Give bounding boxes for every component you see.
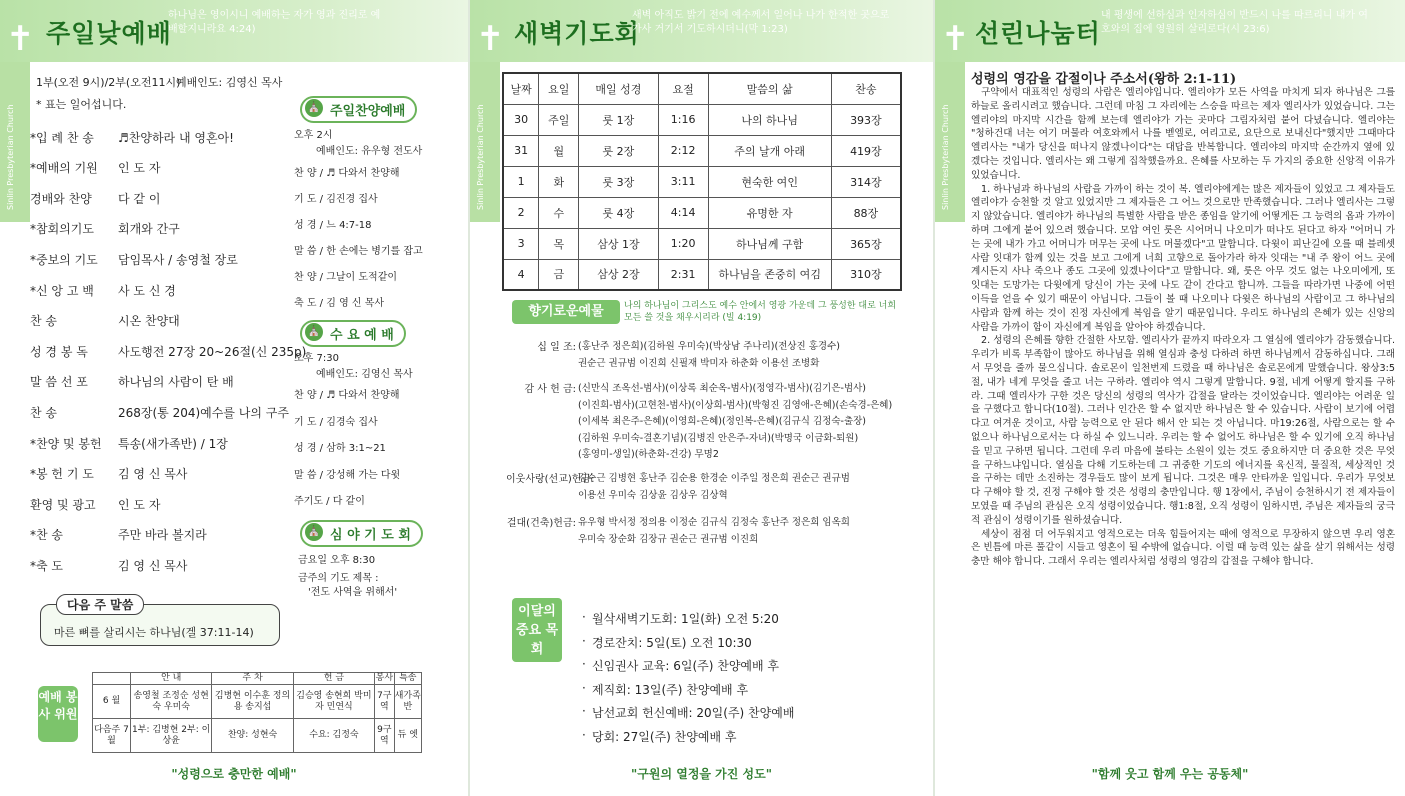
table-cell: 419장 [831, 135, 901, 166]
table-header-row [503, 73, 901, 104]
article-title: 성령의 영감을 갑절이나 주소서(왕하 2:1-11) [971, 72, 1237, 87]
order-value: 인 도 자 [118, 161, 161, 176]
offering-names: (홍난주 정은희)(김하원 우미숙)(박상남 주나리)(전상진 홍경수) [578, 341, 840, 352]
event-bullet-icon: · [582, 704, 586, 718]
table-cell: 수 [539, 197, 579, 228]
order-label: *찬 송 [30, 528, 63, 543]
table-cell: 4 [503, 259, 539, 290]
order-value: ♬찬양하라 내 영혼아! [118, 130, 234, 145]
standing-note: * 표는 일어섭니다. [36, 98, 127, 111]
order-value: 회개와 간구 [118, 222, 180, 237]
offering-names: (홍영미-생일)(하춘화-건강) 무명2 [578, 449, 719, 460]
table-cell: 4:14 [658, 197, 708, 228]
event-item: 월삭새벽기도회: 1일(화) 오전 5:20 [592, 612, 779, 626]
praise-item: 찬 양 / ♬ 다와서 찬양해 [294, 168, 400, 179]
cross-icon: ✝ [941, 19, 970, 59]
panel3-subtitle: 내 평생에 선하심과 인자하심이 반드시 나를 따르리니 내가 여호와의 집에 영원히 살리로다(시 23:6) [1101, 10, 1368, 35]
order-label: 찬 송 [30, 314, 57, 329]
side-strip [470, 62, 500, 222]
cross-icon: ✝ [476, 19, 505, 59]
table-cell: 금 [539, 259, 579, 290]
table-cell: 1 [503, 166, 539, 197]
table-cell: 1:16 [658, 104, 708, 135]
duty-header: 안 내 [131, 673, 212, 685]
panel1-header [0, 0, 468, 62]
table-row [503, 228, 901, 259]
order-label: *신 앙 고 백 [30, 283, 94, 298]
wednesday-item: 기 도 / 김경숙 집사 [294, 416, 378, 428]
duty-offering: 수요: 김정숙 [293, 719, 374, 753]
table-cell: 현숙한 여인 [708, 166, 831, 197]
table-cell: 룻 2장 [579, 135, 659, 166]
event-bullet-icon: · [582, 727, 586, 742]
table-row [503, 104, 901, 135]
wednesday-item: 성 경 / 삼하 3:1~21 [294, 443, 386, 454]
event-item: 당회: 27일(주) 찬양예배 후 [592, 729, 737, 744]
duty-guide: 1부: 김병현 2부: 이상윤 [131, 719, 212, 753]
order-value: 하나님의 사람이 탄 배 [118, 375, 234, 390]
offering-names: (신만식 조옥선-범사)(이상록 최순옥-범사)(정영각-범사)(김기은-범사) [578, 383, 867, 394]
table-row [503, 166, 901, 197]
panel3-footer: "함께 웃고 함께 우는 공동체" [1091, 767, 1249, 781]
order-value: 주만 바라 볼지라 [118, 528, 207, 543]
table-cell: 룻 4장 [579, 197, 659, 228]
offering-names: 권순근 권규범 이진희 신필재 박미자 하춘화 이용선 조병화 [578, 357, 820, 369]
vertical-church-name: Sinlin Presbyterian Church [476, 104, 485, 210]
article-paragraph: 2. 성령의 은혜를 향한 간절한 사모함. 엘리사가 끝까지 따라오자 그 열심에 엘리야가 감동했습니다. 우리가 비록 부족함이 많아도 하나님을 위해 열심과 충성 다하려 하면 하나님께서 감동하십니다. 그래서 무엇을 줄까 물으십니다. 솔로몬이 일천번제 드렸을 때 하나님은 솔로몬에게 말했습니다. 왕상3:5절, 내가 네게 무엇을 줄고 너는 구하라. 엘리야 역시 그렇게 말합니다. 9절, 네게 어떻게 할지를 구하라. 그때 엘리사가 구한 것은 당신의 성령의 역사가 갑절을 달라는 것이었습니다. 엘리야는 어려운 일을 구했다고 합니다(10절). 그러나 인간은 할 수 없지만 하나님은 할 수 있습니다. 사람이 보기에 어렵다고 여겨운 것이고, 사람 능력으로 안 된다 해서 안 되는 것 아닙니다. 마19:26절, 사람으로는 할 수 없으나 하나님으로서는 다 하실 수 있느니라. 우리는 할 수 없어도 하나님은 할 수 있기에 오직 하나님을 믿고 구하면 됩니다. 그런데 우리 마음에 불타는 소원이 있는 것도 중요하지만 더 중요한 것은 무엇을 구하느냐입니다. 열심을 다해 기도하는데 그 귀중한 기도의 에너지를 육신적, 물질적, 세상적인 것을 구하는 데만 소진하는 경우들도 많이 보게 됩니다. 그것은 매우 안타까운 일입니다. 우리가 무엇보다 구해야 할 것, 진정 구해야 할 것은 성령의 충만입니다. 행 1장에서, 주님이 승천하시기 전 제자들이 모였을 때 주님의 관심은 오직 성령이었습니다. 행1:8절, 오직 성령이 임하시면, 주님은 제자들의 궁극적 관심이 성령이기를 원하셨습니다. [971, 335, 1395, 526]
event-item: 제직회: 13일(주) 찬양예배 후 [592, 682, 749, 697]
table-cell: 3 [503, 228, 539, 259]
vertical-church-name: Sinlin Presbyterian Church [6, 104, 15, 210]
night-prayer-badge [300, 520, 423, 547]
table-header: 요일 [539, 73, 579, 104]
events-title: 이달의 중요 목회 [512, 598, 562, 662]
panel1-footer: "성령으로 충만한 예배" [171, 767, 297, 781]
duty-header: 특송 [394, 673, 421, 685]
order-value: 인 도 자 [118, 497, 161, 512]
table-cell: 삼상 1장 [579, 228, 659, 259]
cross-icon: ✝ [6, 19, 35, 59]
table-row [503, 135, 901, 166]
duty-service: 9구역 [375, 719, 394, 753]
praise-item: 말 씀 / 한 손에는 병기를 잡고 [294, 246, 423, 257]
wednesday-title: 수 요 예 배 [330, 328, 394, 343]
offering-label: 십 일 조: [537, 342, 576, 353]
table-row [93, 685, 422, 719]
next-week-title: 다음 주 말씀 [56, 594, 144, 615]
wednesday-worship-badge [300, 320, 406, 347]
church-icon: ⛪ [305, 523, 323, 541]
article-paragraph: 구약에서 대표적인 성령의 사람은 엘리야입니다. 엘리야가 모든 사역을 마치게 되자 하나님은 그를 하늘로 올리시려고 했습니다. 그런데 마침 그 자리에는 스승을 따르는 제자 엘리사가 있었습니다. 그는 엘리야의 마지막 시간을 함께 보는데 엘리야가 가는 곳마다 그림자처럼 붙어 다녔습니다. 엘리야는 "청하건대 너는 여기 머물라 여호와께서 나를 벧엘로, 여리고로, 요단으로 보내신다"했지만 그때마다 엘리사는 "내가 당신을 떠나지 않겠나이다"는 대답을 반복합니다. 엘리야의 마지막 순간까지 옆에 있겠다는 것입니다. 엘리사는 왜 그렇게 집착했을까요. 은혜를 사모하는 두 가지의 중요한 신앙적 이유가 있었습니다. [971, 87, 1395, 181]
table-cell: 삼상 2장 [579, 259, 659, 290]
praise-item: 성 경 / 느 4:7-18 [294, 220, 372, 231]
article-paragraph: 1. 하나님과 하나님의 사람을 가까이 하는 것이 복. 엘리야에게는 많은 제자들이 있었고 그 제자들도 엘리야가 승천할 것 알고 있었지만 그 제자들은 그 어느 것으로만 만족했습니다. 그러나 엘리사는 그렇지 않았습니다. 엘리야가 하나님의 특별한 사람을 받은 종임을 알기에 어떻게든 그 능력의 옵과 가까이 하며 그에게 붙어 있으려 했습니다. 모압 여인 룻은 시어머니 나오미가 떠나도 된다고 하자 "어머니 가는 곳에 내가 가고 어머니가 머무는 곳에 나도 머물겠다"고 말합니다. 다윗이 피난길에 오를 때 블레셋 사람 잇대가 함께 있는 것을 보고 그에게 너희 고향으로 돌아가라 하자 잇대는 "내 주 왕이 어느 곳에 계시든지 사나 죽으나 종도 그곳에 있겠나이다"고 말합니다. 왜, 룻은 아무 것도 없는 나오미에게, 또 잇대는 도망가는 다윗에게 당신이 가는 곳에 나도 같이 간다고 합니까. 그들을 따라가면 나중에 어떤 이득을 얻을 수 있기 때문이 아닙니다. 그들이 볼 때 나오미나 다윗은 하나님의 사람이고 그 하나님의 사람과 함께 하는 것이 진정 자신에게 복임을 알기 때문입니다. 우리도 하나님의 은혜가 있는 신앙의 사람을 가까이 함이 자신에게 복임을 알아야 하겠습니다. [971, 183, 1395, 333]
table-header: 날짜 [503, 73, 539, 104]
duty-week: 6 월 [93, 685, 131, 719]
table-cell: 주의 날개 아래 [708, 135, 831, 166]
order-label: 성 경 봉 독 [30, 344, 88, 359]
side-strip [0, 62, 30, 222]
order-value: 김 영 신 목사 [118, 559, 188, 573]
night-prayer-time: 금요일 오후 8:30 [298, 555, 376, 566]
order-value: 268장(통 204)예수를 나의 구주 [118, 406, 289, 420]
table-cell: 2:12 [658, 135, 708, 166]
article-paragraph: 세상이 점점 더 어두워지고 영적으로는 더욱 힘들어지는 때에 영적으로 무장하지 않으면 우리 영혼은 빈틈에 마른 풀같이 시들고 영혼이 될 수밖에 없습니다. 이럴 때 능력 있는 삶을 살기 위해서는 성령충만 해야 합니다. 그래서 우리는 엘리사처럼 성령의 영감의 갑절을 구해야 합니다. [971, 528, 1395, 568]
praise-time: 오후 2시 [294, 130, 333, 141]
event-bullet-icon: · [582, 680, 586, 695]
duty-corner [93, 673, 131, 685]
event-bullet-icon: · [582, 657, 586, 671]
panel2-header [470, 0, 933, 62]
service-time: 1부(오전 9시)/2부(오전11시) [36, 76, 181, 89]
duty-guide: 송영철 조정순 성현숙 우미숙 [131, 685, 212, 719]
table-cell: 2 [503, 197, 539, 228]
offering-names: (김하원 우미숙-결혼기념)(김병진 안은주-자녀)(박명국 이금화-퇴원) [578, 432, 859, 444]
order-label: *찬양 및 봉헌 [30, 436, 102, 451]
duty-header: 헌 금 [293, 673, 374, 685]
duty-offering: 김승영 송현희 박미자 민연식 [293, 685, 374, 719]
table-cell: 393장 [831, 104, 901, 135]
next-week-text: 마른 뼈를 살리시는 하나님(겔 37:11-14) [54, 626, 254, 639]
event-bullet-icon: · [582, 610, 586, 624]
duty-side-label: 예배 봉사 위원 [38, 686, 78, 742]
table-cell: 365장 [831, 228, 901, 259]
vertical-church-name: Sinlin Presbyterian Church [941, 104, 950, 210]
table-cell: 목 [539, 228, 579, 259]
prayer-topic-label: 금주의 기도 제목 : [298, 573, 379, 584]
order-value: 특송(새가족반) / 1장 [118, 436, 228, 451]
table-cell: 화 [539, 166, 579, 197]
event-bullet-icon: · [582, 633, 586, 648]
duty-week: 다음주 7 월 [93, 719, 131, 753]
table-cell: 룻 3장 [579, 166, 659, 197]
panel3-header [935, 0, 1405, 62]
panel2-footer: "구원의 열정을 가진 성도" [631, 767, 772, 781]
table-cell: 1:20 [658, 228, 708, 259]
worship-leader: 예배인도: 김영신 목사 [176, 76, 283, 89]
table-cell: 유명한 자 [708, 197, 831, 228]
table-cell: 31 [503, 135, 539, 166]
offering-verse: 나의 하나님이 그리스도 예수 안에서 영광 가운데 그 풍성한 대로 너희 모든 쓸 것을 채우시리라 (빌 4:19) [624, 301, 897, 323]
panel3-title: 선린나눔터 [975, 19, 1101, 48]
offering-names: 우미숙 장순화 김장규 권순근 권규범 이진희 [578, 533, 759, 545]
wednesday-item: 주기도 / 다 같이 [294, 496, 365, 507]
schedule-body [503, 104, 901, 290]
order-label: 찬 송 [30, 406, 57, 420]
table-row [503, 259, 901, 290]
table-row [503, 197, 901, 228]
duty-table [92, 672, 422, 753]
table-cell: 나의 하나님 [708, 104, 831, 135]
order-label: *중보의 기도 [30, 253, 98, 267]
duty-special: 새가족반 [394, 685, 421, 719]
table-cell: 2:31 [658, 259, 708, 290]
duty-service: 7구역 [375, 685, 394, 719]
offering-label: 이웃사랑(선교)헌금: [506, 474, 595, 485]
offering-names: 유우형 박서정 정의용 이정순 김규식 김정숙 홍난주 정은희 임옥희 [578, 517, 850, 528]
wednesday-item: 찬 양 / ♬ 다와서 찬양해 [294, 390, 400, 401]
praise-item: 축 도 / 김 영 신 목사 [294, 298, 385, 309]
table-cell: 310장 [831, 259, 901, 290]
order-value: 사도행전 27장 20~26절(신 235p) [118, 344, 307, 359]
offering-names: (이진희-범사)(고현천-범사)(이상희-범사)(박형진 김영애-은혜)(손숙경-은혜) [578, 399, 893, 411]
offering-label: 걸대(건축)헌금: [506, 518, 576, 529]
order-label: *축 도 [30, 559, 63, 573]
order-value: 담임목사 / 송영철 장로 [118, 253, 238, 267]
table-cell: 룻 1장 [579, 104, 659, 135]
order-label: 환영 및 광고 [30, 497, 96, 512]
church-icon: ⛪ [305, 99, 323, 117]
church-icon: ⛪ [305, 323, 323, 341]
panel2-title: 새벽기도회 [514, 19, 640, 48]
offering-title: 향기로운예물 [512, 300, 620, 324]
duty-special: 듀 엣 [394, 719, 421, 753]
event-item: 경로잔치: 5일(토) 오전 10:30 [592, 635, 752, 650]
table-header: 찬송 [831, 73, 901, 104]
table-header: 요절 [658, 73, 708, 104]
praise-item: 찬 양 / 그날이 도적같이 [294, 272, 398, 283]
offering-names: 김수근 김병현 홍난주 김순용 한경순 이주일 정은희 권순근 권규범 [578, 473, 850, 484]
panel-sunday-worship [0, 0, 468, 796]
dawn-schedule-table [502, 72, 902, 291]
table-cell: 314장 [831, 166, 901, 197]
duty-header: 주 차 [212, 673, 293, 685]
praise-item: 기 도 / 김진경 집사 [294, 194, 378, 205]
duty-header: 봉사 [375, 673, 394, 683]
order-label: *봉 헌 기 도 [30, 467, 94, 482]
order-label: 경배와 찬양 [30, 191, 92, 206]
event-item: 남선교회 헌신예배: 20일(주) 찬양예배 [592, 706, 795, 720]
table-header: 말씀의 삶 [708, 73, 831, 104]
wednesday-leader: 예배인도: 김영신 목사 [316, 369, 413, 380]
praise-worship-badge [300, 96, 417, 123]
side-strip [935, 62, 965, 222]
order-label: *예배의 기원 [30, 161, 98, 176]
order-value: 사 도 신 경 [118, 283, 176, 298]
offering-names: (이세복 최은주-은혜)(이영희-은혜)(정인복-은혜)(김규식 김정숙-출장) [578, 416, 867, 427]
order-label: *참회의기도 [30, 222, 94, 237]
table-row [93, 719, 422, 753]
praise-leader: 예배인도: 유우형 전도사 [316, 146, 423, 157]
event-item: 신임권사 교육: 6일(주) 찬양예배 후 [592, 659, 779, 673]
order-label: 말 씀 선 포 [30, 375, 88, 390]
panel-sharing [935, 0, 1405, 796]
order-value: 다 같 이 [118, 191, 161, 206]
wednesday-item: 말 씀 / 강성해 가는 다윗 [294, 469, 401, 481]
table-cell: 하나님께 구함 [708, 228, 831, 259]
table-cell: 하나님을 존중히 여김 [708, 259, 831, 290]
praise-worship-title: 주일찬양예배 [330, 104, 406, 119]
order-value: 시온 찬양대 [118, 314, 180, 329]
panel1-subtitle: 하나님은 영이시니 예배하는 자가 영과 진리로 예배할지니라요 4:24) [168, 10, 381, 35]
table-cell: 월 [539, 135, 579, 166]
night-prayer-title: 심 야 기 도 회 [330, 528, 411, 543]
prayer-topic: '전도 사역을 위해서' [308, 587, 398, 598]
article-body [971, 86, 1395, 736]
panel1-title: 주일낮예배 [46, 19, 172, 48]
table-header: 매일 성경 [579, 73, 659, 104]
panel-dawn-prayer [470, 0, 933, 796]
offering-names: 이용선 우미숙 김상윤 김상우 김상혁 [578, 489, 728, 501]
table-cell: 3:11 [658, 166, 708, 197]
duty-parking: 찬양: 성현숙 [212, 719, 293, 753]
duty-parking: 김병현 이수훈 정의용 송지섭 [212, 685, 293, 719]
panel2-subtitle: 새벽 아직도 밝기 전에 예수께서 일어나 나가 한적한 곳으로 가사 거기서 기도하시더니(막 1:23) [632, 10, 890, 35]
order-value: 김 영 신 목사 [118, 467, 188, 482]
table-cell: 주일 [539, 104, 579, 135]
offering-label: 감 사 헌 금: [524, 384, 576, 395]
order-label: *입 례 찬 송 [30, 130, 94, 145]
table-cell: 30 [503, 104, 539, 135]
wednesday-time: 오후 7:30 [294, 353, 339, 364]
table-cell: 88장 [831, 197, 901, 228]
